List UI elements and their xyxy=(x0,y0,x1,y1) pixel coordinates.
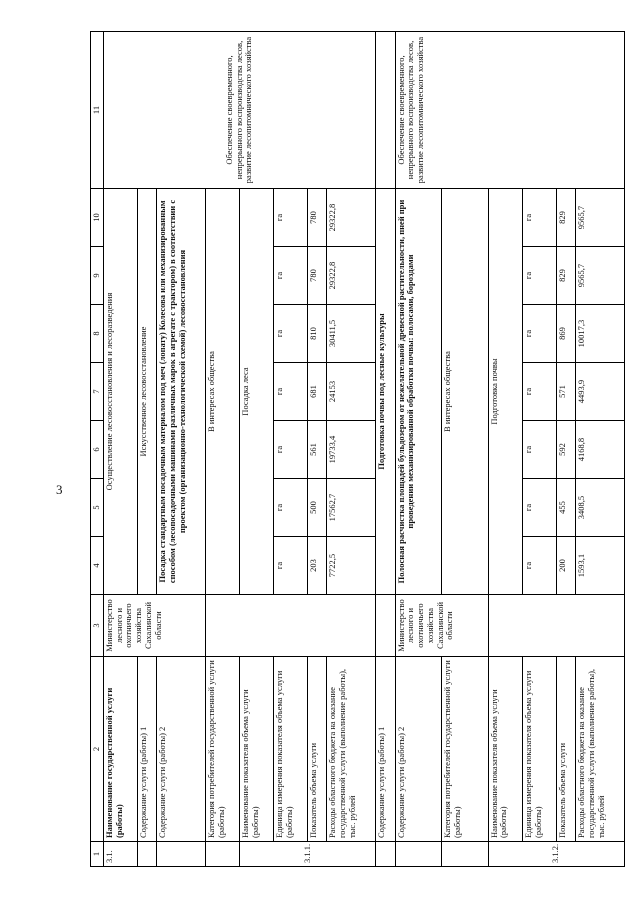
col-header: 6 xyxy=(91,421,104,479)
volume-cell: 829 xyxy=(556,247,575,305)
content-2-label: Содержание услуги (работы) 2 xyxy=(157,657,206,842)
row-number: 3.1.2. xyxy=(488,842,624,867)
col-header: 11 xyxy=(91,32,104,189)
expense-cell: 4493,9 xyxy=(576,363,625,421)
unit-cell: га xyxy=(274,479,308,537)
content-1-value: Подготовка почвы под лесные культуры xyxy=(376,189,395,595)
volume-label: Показатель объема услуги xyxy=(308,657,327,842)
content-2-label: Содержание услуги (работы) 2 xyxy=(395,657,442,842)
unit-cell: га xyxy=(274,537,308,595)
unit-cell: га xyxy=(274,305,308,363)
unit-cell: га xyxy=(522,189,556,247)
volume-cell: 810 xyxy=(308,305,327,363)
col-header: 2 xyxy=(91,657,104,842)
indicator-name-value: Подготовка почвы xyxy=(488,189,522,595)
col-header: 8 xyxy=(91,305,104,363)
expense-label: Расходы областного бюджета на оказание государственной услуги (выполнение работы), тыс. рублей xyxy=(576,657,625,842)
page-number: 3 xyxy=(56,482,63,497)
content-2-value: Посадка стандартным посадочным материалом под меч (лопату) Колесова или механизированным способом (лесопосадочными машинами различных марок в агрегате с трактором) в соответствии с проектом (организационно-технологической схемой) лесовосстановления xyxy=(157,189,206,595)
purpose-text: Обеспечение своевременного, непрерывного воспроизводства лесов, развитие лесопитомнического хозяйства xyxy=(395,32,624,189)
expense-cell: 4168,8 xyxy=(576,421,625,479)
col-header: 4 xyxy=(91,537,104,595)
content-1-value: Искусственное лесовосстановление xyxy=(137,189,156,595)
volume-cell: 200 xyxy=(556,537,575,595)
table-row xyxy=(103,32,137,867)
unit-label: Единица измерения показателя объема услуги (работы) xyxy=(274,657,308,842)
content-2-value: Полосная расчистка площадей бульдозером от нежелательной древесной растительности, пней при проведении механизированной обработки почвы: полосами, бороздами xyxy=(395,189,442,595)
volume-label: Показатель объема услуги xyxy=(556,657,575,842)
volume-cell: 561 xyxy=(308,421,327,479)
expense-cell: 10017,3 xyxy=(576,305,625,363)
responsible-org: Министерство лесного и охотничьего хозяйства Сахалинской области xyxy=(395,595,488,657)
indicator-name-label: Наименование показателя объема услуги (работы) xyxy=(488,657,522,842)
volume-cell: 780 xyxy=(308,189,327,247)
purpose-text: Обеспечение своевременного, непрерывного воспроизводства лесов, развитие лесопитомнического хозяйства xyxy=(103,32,376,189)
col-header: 5 xyxy=(91,479,104,537)
expense-cell: 29322,8 xyxy=(327,247,376,305)
volume-cell: 571 xyxy=(556,363,575,421)
unit-cell: га xyxy=(522,421,556,479)
expense-cell: 1593,1 xyxy=(576,537,625,595)
table-row xyxy=(376,32,395,867)
consumer-category-value: В интересах общества xyxy=(205,189,239,595)
volume-cell: 592 xyxy=(556,421,575,479)
volume-cell: 455 xyxy=(556,479,575,537)
indicator-name-value: Посадка леса xyxy=(240,189,274,595)
unit-cell: га xyxy=(522,537,556,595)
col-header: 10 xyxy=(91,189,104,247)
expense-cell: 9565,7 xyxy=(576,189,625,247)
row-number: 3.1. xyxy=(103,842,137,867)
services-table xyxy=(90,31,625,867)
content-1-label: Содержание услуги (работы) 1 xyxy=(376,657,395,842)
expense-label: Расходы областного бюджета на оказание государственной услуги (выполнение работы), тыс. рублей xyxy=(327,657,376,842)
unit-cell: га xyxy=(274,363,308,421)
section-title: Осуществление лесовосстановления и лесоразведения xyxy=(103,189,137,595)
unit-label: Единица измерения показателя объема услуги (работы) xyxy=(522,657,556,842)
expense-cell: 7722,5 xyxy=(327,537,376,595)
consumer-category-label: Категория потребителей государственной услуги (работы) xyxy=(205,657,239,842)
volume-cell: 203 xyxy=(308,537,327,595)
table-row xyxy=(395,32,442,867)
rotated-table-container xyxy=(90,32,625,867)
column-number-row xyxy=(91,32,104,867)
col-header: 3 xyxy=(91,595,104,657)
volume-cell: 869 xyxy=(556,305,575,363)
expense-cell: 3408,5 xyxy=(576,479,625,537)
expense-cell: 24153 xyxy=(327,363,376,421)
expense-cell: 17562,7 xyxy=(327,479,376,537)
unit-cell: га xyxy=(522,305,556,363)
expense-cell: 19733,4 xyxy=(327,421,376,479)
row-number: 3.1.1. xyxy=(240,842,376,867)
expense-cell: 30411,5 xyxy=(327,305,376,363)
content-1-label: Содержание услуги (работы) 1 xyxy=(137,657,156,842)
col-header: 1 xyxy=(91,842,104,867)
unit-cell: га xyxy=(274,421,308,479)
volume-cell: 829 xyxy=(556,189,575,247)
expense-cell: 9565,7 xyxy=(576,247,625,305)
unit-cell: га xyxy=(522,247,556,305)
unit-cell: га xyxy=(274,247,308,305)
consumer-category-label: Категория потребителей государственной услуги (работы) xyxy=(442,657,489,842)
col-header: 9 xyxy=(91,247,104,305)
volume-cell: 500 xyxy=(308,479,327,537)
col-header: 7 xyxy=(91,363,104,421)
service-name-label: Наименование государственной услуги (работы) xyxy=(103,657,137,842)
volume-cell: 780 xyxy=(308,247,327,305)
indicator-name-label: Наименование показателя объема услуги (работы) xyxy=(240,657,274,842)
responsible-org: Министерство лесного и охотничьего хозяйства Сахалинской области xyxy=(103,595,205,657)
unit-cell: га xyxy=(274,189,308,247)
consumer-category-value: В интересах общества xyxy=(442,189,489,595)
expense-cell: 29322,8 xyxy=(327,189,376,247)
unit-cell: га xyxy=(522,363,556,421)
volume-cell: 681 xyxy=(308,363,327,421)
unit-cell: га xyxy=(522,479,556,537)
